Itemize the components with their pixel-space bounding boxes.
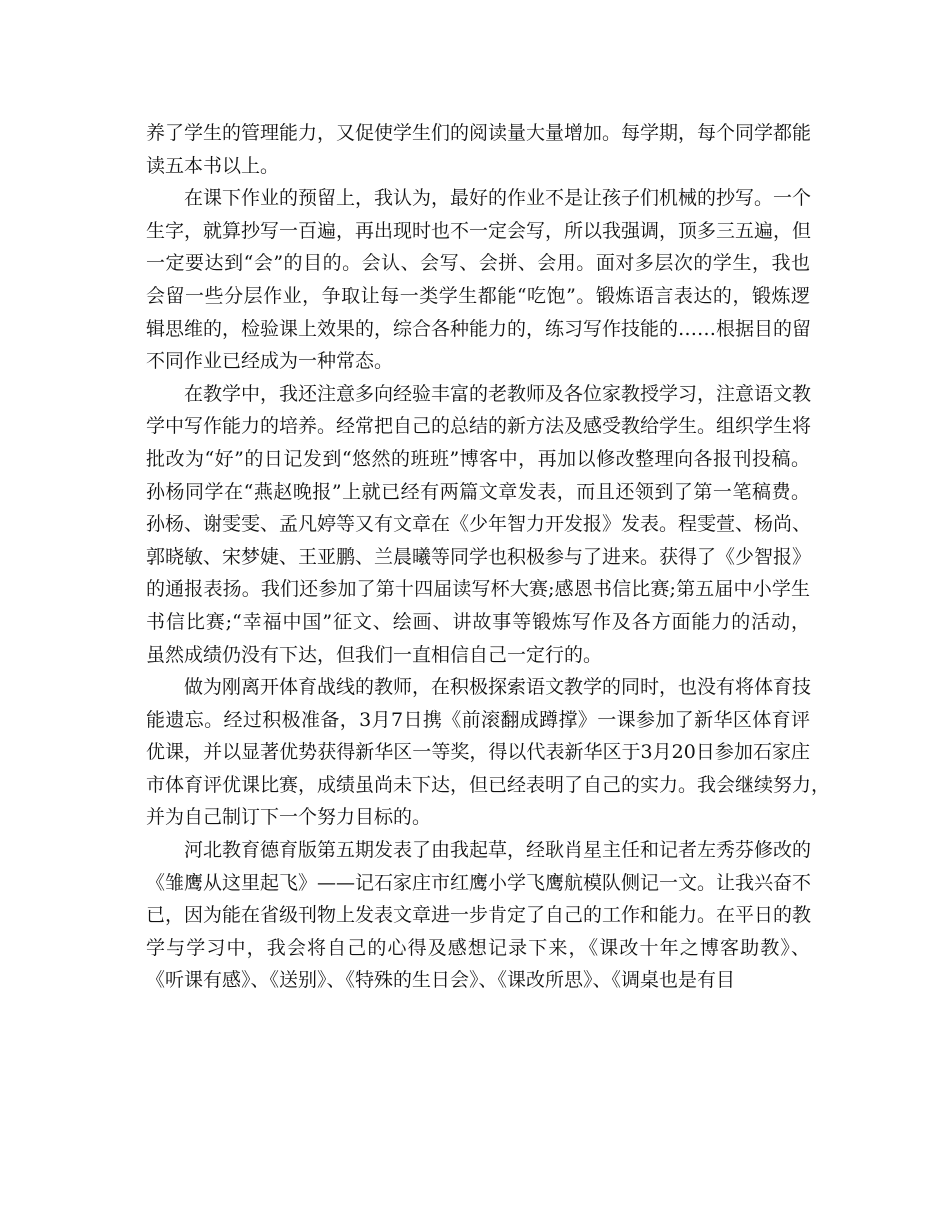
paragraph [146, 671, 831, 834]
text-line: 孙杨同学在“燕赵晚报”上就已经有两篇文章发表，而且还领到了第一笔稿费。 [146, 480, 810, 503]
text-line: 学中写作能力的培养。经常把自己的总结的新方法及感受教给学生。组织学生将 [146, 415, 812, 438]
text-line: 书信比赛;“幸福中国”征文、绘画、讲故事等锻炼写作及各方面能力的活动， [146, 610, 810, 633]
text-line: 学与学习中，我会将自己的心得及感想记录下来，《课改十年之博客助教》、 [146, 936, 810, 959]
text-line: 一定要达到“会”的目的。会认、会写、会拼、会用。面对多层次的学生，我也 [146, 252, 810, 275]
text-line: 郭晓敏、宋梦婕、王亚鹏、兰晨曦等同学也积极参与了进来。获得了《少智报》 [146, 545, 812, 568]
text-line: 批改为“好”的日记发到“悠然的班班”博客中，再加以修改整理向各报刊投稿。 [146, 447, 810, 470]
text-line: 做为刚离开体育战线的教师，在积极探索语文教学的同时，也没有将体育技 [184, 676, 812, 699]
paragraph [146, 834, 810, 997]
text-line: 生字，就算抄写一百遍，再出现时也不一定会写，所以我强调，顶多三五遍，但 [146, 219, 812, 242]
text-line: 孙杨、谢雯雯、孟凡婷等又有文章在《少年智力开发报》发表。程雯萱、杨尚、 [146, 513, 812, 536]
paragraph [146, 378, 810, 671]
text-line: 的通报表扬。我们还参加了第十四届读写杯大赛;感恩书信比赛;第五届中小学生 [146, 578, 810, 601]
document-body [146, 117, 831, 997]
text-line: 在教学中，我还注意多向经验丰富的老教师及各位家教授学习，注意语文教 [184, 382, 812, 405]
text-line: 辑思维的，检验课上效果的，综合各种能力的，练习写作技能的……根据目的留 [146, 317, 812, 340]
text-line: 河北教育德育版第五期发表了由我起草，经耿肖星主任和记者左秀芬修改的 [184, 839, 812, 862]
text-line: 能遗忘。经过积极准备，3月7日携《前滚翻成蹲撑》一课参加了新华区体育评 [146, 708, 810, 731]
text-line: 不同作业已经成为一种常态。 [146, 350, 394, 373]
paragraph [146, 117, 810, 182]
text-line: 优课，并以显著优势获得新华区一等奖，得以代表新华区于3月20日参加石家庄 [146, 741, 810, 764]
text-line: 读五本书以上。 [146, 154, 280, 177]
text-line: 会留一些分层作业，争取让每一类学生都能“吃饱”。锻炼语言表达的，锻炼逻 [146, 284, 810, 307]
text-line: 《听课有感》、《送别》、《特殊的生日会》、《课改所思》、《调桌也是有目 [146, 969, 736, 992]
text-line: 养了学生的管理能力，又促使学生们的阅读量大量增加。每学期，每个同学都能 [146, 122, 812, 144]
text-line: 在课下作业的预留上，我认为，最好的作业不是让孩子们机械的抄写。一个 [184, 187, 812, 210]
text-line: 已，因为能在省级刊物上发表文章进一步肯定了自己的工作和能力。在平日的教 [146, 904, 812, 927]
text-line: 并为自己制订下一个努力目标的。 [146, 806, 432, 829]
text-line: 虽然成绩仍没有下达，但我们一直相信自己一定行的。 [146, 643, 603, 666]
text-line: 《雏鹰从这里起飞》——记石家庄市红鹰小学飞鹰航模队侧记一文。让我兴奋不 [146, 871, 812, 894]
text-line: 市体育评优课比赛，成绩虽尚未下达，但已经表明了自己的实力。我会继续努力， [146, 773, 831, 796]
paragraph [146, 182, 810, 378]
